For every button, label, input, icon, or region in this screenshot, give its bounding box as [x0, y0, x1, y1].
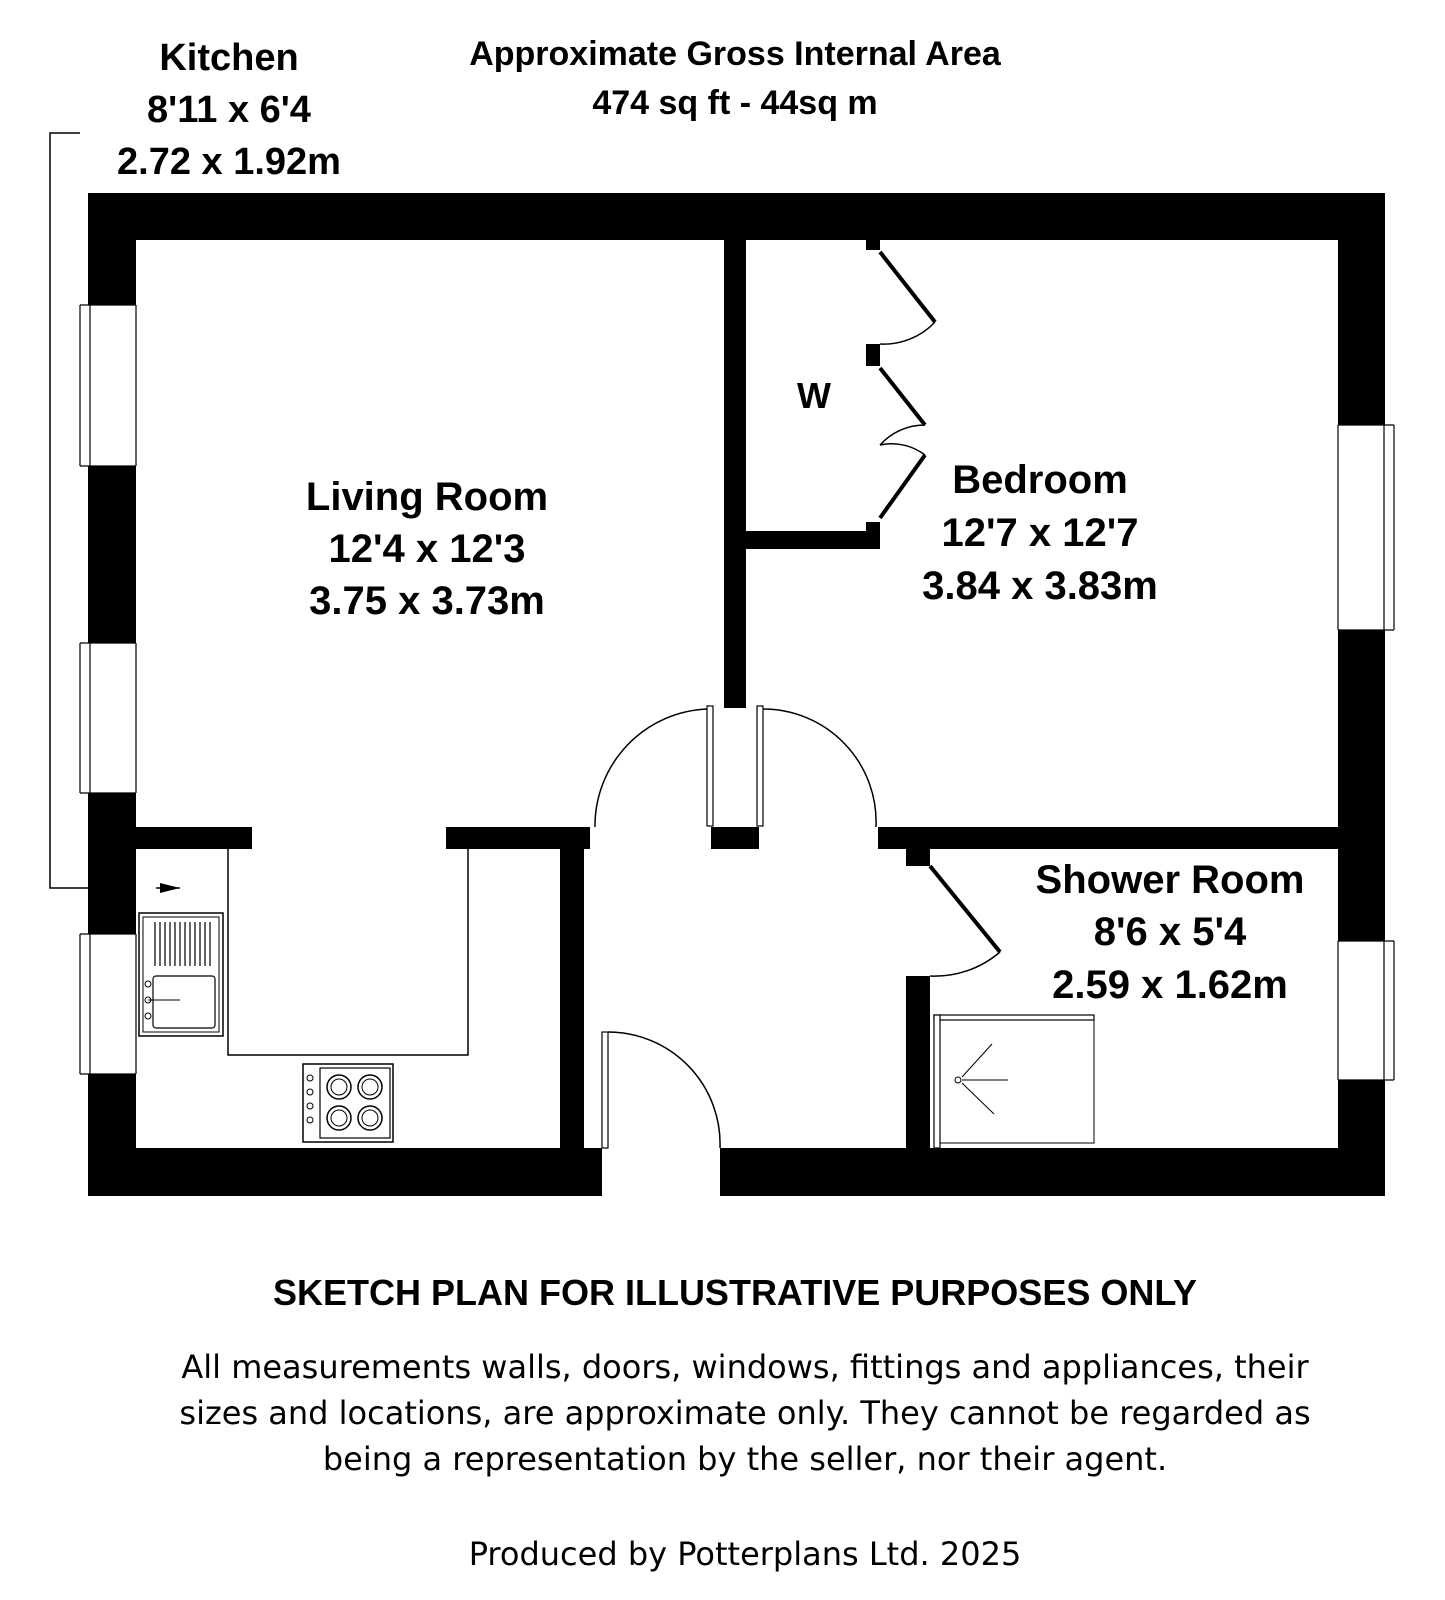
kitchen-worktop [228, 849, 468, 1055]
area-title: Approximate Gross Internal Area [469, 35, 1001, 73]
kitchen-metric: 2.72 x 1.92m [117, 141, 341, 183]
shower-tray-icon [934, 1015, 1094, 1148]
window-right-upper [1338, 425, 1394, 630]
window-left-lower [80, 934, 136, 1074]
bedroom-metric: 3.84 x 3.83m [922, 564, 1158, 608]
door-shower[interactable] [930, 866, 1000, 976]
wall-kitchen-hall [560, 827, 584, 1148]
disclaimer-line-1: All measurements walls, doors, windows, fittings and appliances, their [181, 1348, 1309, 1386]
window-left-upper [80, 305, 136, 466]
producer-credit: Produced by Potterplans Ltd. 2025 [468, 1535, 1022, 1573]
wall-kitchen-partition-left [136, 827, 252, 849]
area-value: 474 sq ft - 44sq m [592, 84, 878, 122]
kitchen-label: Kitchen [159, 37, 299, 79]
wall-living-bedroom [724, 240, 746, 708]
door-living[interactable] [595, 706, 713, 827]
window-right-lower [1338, 941, 1394, 1080]
wardrobe-jamb-top [866, 240, 880, 250]
door-bedroom[interactable] [757, 706, 876, 827]
hob-icon [303, 1064, 393, 1142]
outer-wall-bottom-left [88, 1148, 602, 1196]
kitchen-imperial: 8'11 x 6'4 [147, 89, 311, 131]
wardrobe-wall [746, 531, 880, 549]
outer-wall-top [88, 193, 1385, 240]
disclaimer-line-3: being a representation by the seller, nor their agent. [322, 1440, 1168, 1478]
living-room-label: Living Room [305, 475, 549, 519]
bedroom-label: Bedroom [952, 458, 1128, 502]
disclaimer-title: SKETCH PLAN FOR ILLUSTRATIVE PURPOSES ONLY [272, 1272, 1198, 1313]
wardrobe-jamb-bottom [866, 522, 880, 549]
wardrobe-label: W [797, 375, 831, 416]
living-room-metric: 3.75 x 3.73m [309, 579, 545, 623]
outer-wall-bottom-right [720, 1148, 1385, 1196]
wall-shower-door-jamb [906, 849, 930, 866]
window-left-middle [80, 643, 136, 793]
wall-hall-pillar [711, 827, 759, 849]
living-room-imperial: 12'4 x 12'3 [328, 527, 526, 571]
door-entrance[interactable] [602, 1032, 720, 1148]
bedroom-imperial: 12'7 x 12'7 [941, 511, 1139, 555]
wall-bedroom-shower [878, 827, 1338, 849]
disclaimer-line-2: sizes and locations, are approximate only. They cannot be regarded as [179, 1394, 1311, 1432]
kitchen-arrow-icon [160, 883, 180, 893]
wardrobe-jamb-middle [866, 344, 880, 366]
kitchen-sink [139, 913, 223, 1036]
shower-room-imperial: 8'6 x 5'4 [1093, 910, 1247, 954]
shower-room-metric: 2.59 x 1.62m [1052, 963, 1288, 1007]
shower-room-label: Shower Room [1035, 858, 1305, 902]
wardrobe-doors [880, 252, 935, 518]
wall-shower-hall [906, 976, 930, 1148]
